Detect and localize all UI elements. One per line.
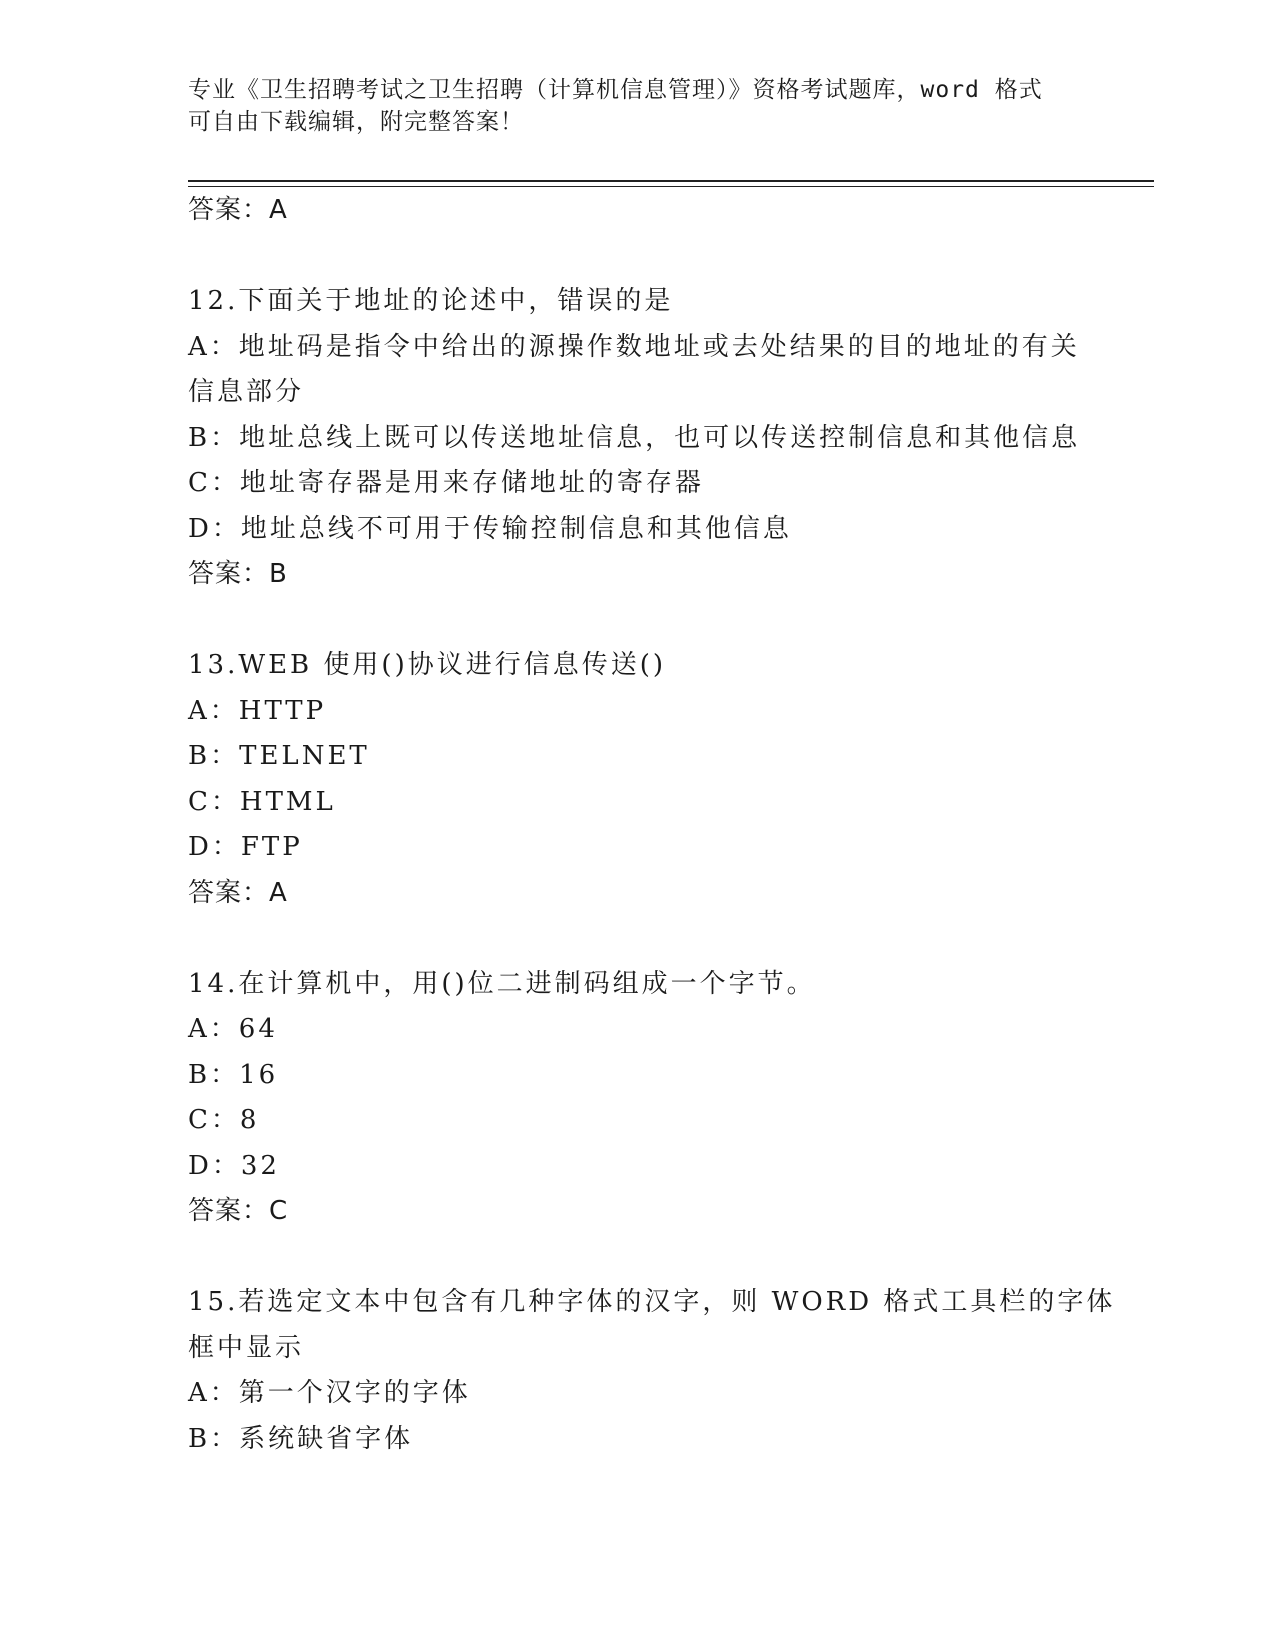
answer-option: D：32	[188, 1150, 280, 1181]
previous-answer: 答案：A	[188, 195, 288, 225]
header-line-1: 专业《卫生招聘考试之卫生招聘（计算机信息管理）》资格考试题库，word 格式	[188, 77, 1043, 103]
question-block	[188, 962, 1088, 1235]
question-spacer	[188, 598, 1088, 644]
question-spacer	[188, 916, 1088, 962]
question-stem: 框中显示	[188, 1332, 305, 1363]
answer-option: B：16	[188, 1059, 279, 1090]
answer-option: D：地址总线不可用于传输控制信息和其他信息	[188, 513, 792, 544]
correct-answer: 答案：C	[188, 1196, 289, 1226]
question-block	[188, 1280, 1116, 1462]
header-rule-thin	[188, 186, 1154, 187]
answer-option: B：TELNET	[188, 741, 370, 771]
answer-option: A：64	[188, 1014, 278, 1044]
answer-option: A：地址码是指令中给出的源操作数地址或去处结果的目的地址的有关	[188, 331, 1080, 362]
answer-option: C：8	[188, 1105, 260, 1135]
answer-option: 信息部分	[188, 377, 305, 407]
question-stem: 15.若选定文本中包含有几种字体的汉字，则 WORD 格式工具栏的字体	[188, 1287, 1116, 1317]
header-rule-thick	[188, 180, 1154, 182]
header-line-2: 可自由下载编辑，附完整答案！	[188, 109, 524, 135]
question-block	[188, 279, 1088, 598]
correct-answer: 答案：B	[188, 559, 288, 589]
correct-answer: 答案：A	[188, 877, 288, 908]
answer-option: D：FTP	[188, 832, 303, 862]
answer-option: C：HTML	[188, 786, 336, 817]
question-block	[188, 643, 1088, 916]
answer-option: B：地址总线上既可以传送地址信息，也可以传送控制信息和其他信息	[188, 422, 1081, 453]
question-list	[188, 188, 1116, 1462]
document-header	[188, 74, 1068, 138]
answer-option: C：地址寄存器是用来存储地址的寄存器	[188, 468, 704, 498]
answer-option: A：第一个汉字的字体	[188, 1378, 471, 1408]
answer-option: A：HTTP	[188, 695, 327, 726]
question-spacer	[188, 234, 1088, 280]
answer-option: B：系统缺省字体	[188, 1423, 414, 1454]
question-spacer	[188, 1235, 1088, 1281]
question-stem: 12.下面关于地址的论述中，错误的是	[188, 286, 674, 316]
question-stem: 14.在计算机中，用()位二进制码组成一个字节。	[188, 968, 816, 999]
question-stem: 13.WEB 使用()协议进行信息传送()	[188, 650, 666, 680]
